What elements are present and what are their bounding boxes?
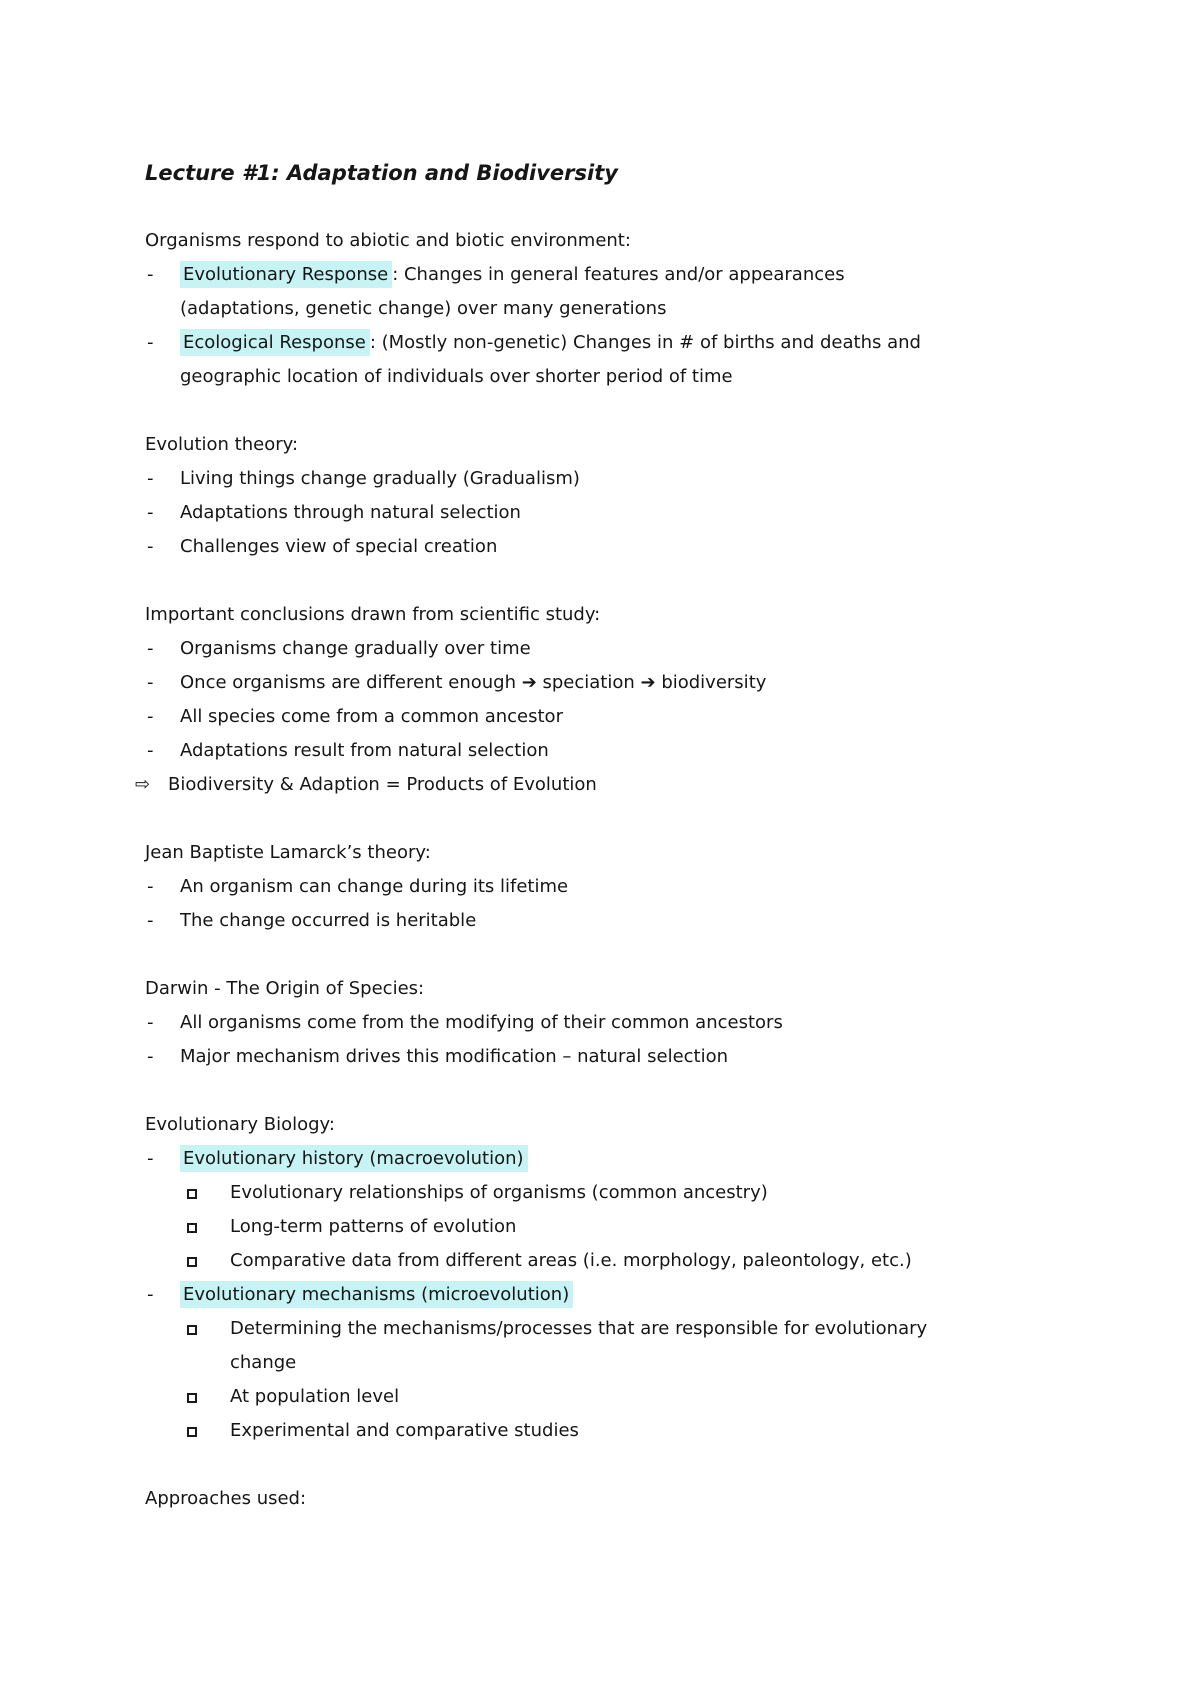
list-item-text: Adaptations result from natural selection xyxy=(180,740,549,761)
sub-list-item xyxy=(145,1176,1140,1210)
highlighted-term-evolutionary-history: Evolutionary history (macroevolution) xyxy=(180,1145,528,1172)
page-title: Lecture #1: Adaptation and Biodiversity xyxy=(145,161,618,185)
list-item-text: Once organisms are different enough ➔ speciation ➔ biodiversity xyxy=(180,672,767,693)
list-item-text: Organisms change gradually over time xyxy=(180,638,531,659)
list-item xyxy=(145,1006,1140,1040)
sub-list-item xyxy=(145,1210,1140,1244)
section-heading-approaches-used: Approaches used: xyxy=(145,1488,307,1509)
list-item-text: An organism can change during its lifetime xyxy=(180,876,569,897)
list-item-text: All organisms come from the modifying of their common ancestors xyxy=(180,1012,783,1033)
list-item xyxy=(145,462,1140,496)
list-item-text: Major mechanism drives this modification – natural selection xyxy=(180,1046,729,1067)
list-item-text-rest: : (Mostly non-genetic) Changes in # of births and deaths and geographic location of individuals over shorter period of time xyxy=(180,332,921,387)
sub-list-item xyxy=(145,1414,1140,1448)
sub-list-item-text: Determining the mechanisms/processes that are responsible for evolutionary change xyxy=(230,1318,928,1373)
dash-bullet-icon: - xyxy=(147,638,154,659)
section-heading-evolution-theory: Evolution theory: xyxy=(145,434,299,455)
list-item xyxy=(145,632,1140,666)
list-item-text xyxy=(180,326,1020,394)
list-item xyxy=(145,258,1140,326)
list-item-text: Adaptations through natural selection xyxy=(180,502,521,523)
dash-bullet-icon: - xyxy=(147,468,154,489)
section-heading-evolutionary-biology: Evolutionary Biology: xyxy=(145,1114,335,1135)
dash-bullet-icon: - xyxy=(147,1046,154,1067)
list-item-text: Living things change gradually (Gradualism) xyxy=(180,468,580,489)
dash-bullet-icon: - xyxy=(147,264,154,285)
sub-list-item xyxy=(145,1380,1140,1414)
sub-list-item-text: Comparative data from different areas (i.e. morphology, paleontology, etc.) xyxy=(230,1250,912,1271)
dash-bullet-icon: - xyxy=(147,706,154,727)
conclusion-text: Biodiversity & Adaption = Products of Evolution xyxy=(168,774,597,795)
list-item xyxy=(145,496,1140,530)
list-item xyxy=(145,870,1140,904)
list-item-text: All species come from a common ancestor xyxy=(180,706,563,727)
list-item xyxy=(145,1040,1140,1074)
list-item xyxy=(145,700,1140,734)
dash-bullet-icon: - xyxy=(147,910,154,931)
list-item-text: The change occurred is heritable xyxy=(180,910,477,931)
section-heading-organisms-respond: Organisms respond to abiotic and biotic environment: xyxy=(145,230,631,251)
dash-bullet-icon: - xyxy=(147,536,154,557)
sub-list-item-text: Experimental and comparative studies xyxy=(230,1420,579,1441)
dash-bullet-icon: - xyxy=(147,1148,154,1169)
list-item xyxy=(145,734,1140,768)
conclusion-item xyxy=(135,768,1140,802)
sub-list-item xyxy=(145,1312,1140,1380)
dash-bullet-icon: - xyxy=(147,1284,154,1305)
section-heading-lamarck-theory: Jean Baptiste Lamarck’s theory: xyxy=(145,842,431,863)
square-bullet-icon xyxy=(187,1223,197,1233)
highlighted-term-ecological-response: Ecological Response xyxy=(180,329,370,356)
square-bullet-icon xyxy=(187,1257,197,1267)
dash-bullet-icon: - xyxy=(147,876,154,897)
highlighted-term-evolutionary-response: Evolutionary Response xyxy=(180,261,392,288)
dash-bullet-icon: - xyxy=(147,672,154,693)
dash-bullet-icon: - xyxy=(147,1012,154,1033)
sub-list-item-text: Long-term patterns of evolution xyxy=(230,1216,517,1237)
section-heading-important-conclusions: Important conclusions drawn from scientific study: xyxy=(145,604,601,625)
sub-list-item-text: At population level xyxy=(230,1386,400,1407)
list-item-text xyxy=(180,1278,1140,1312)
list-item-text: Challenges view of special creation xyxy=(180,536,498,557)
list-item xyxy=(145,904,1140,938)
dash-bullet-icon: - xyxy=(147,502,154,523)
list-item xyxy=(145,326,1140,394)
list-item-text xyxy=(180,258,930,326)
section-heading-darwin-origin-of-species: Darwin - The Origin of Species: xyxy=(145,978,425,999)
highlighted-term-evolutionary-mechanisms: Evolutionary mechanisms (microevolution) xyxy=(180,1281,573,1308)
list-item xyxy=(145,1142,1140,1176)
white-arrow-bullet-icon: ⇨ xyxy=(135,774,151,795)
square-bullet-icon xyxy=(187,1427,197,1437)
dash-bullet-icon: - xyxy=(147,332,154,353)
list-item xyxy=(145,1278,1140,1312)
list-item-text xyxy=(180,1142,1140,1176)
square-bullet-icon xyxy=(187,1393,197,1403)
sub-list-item-text: Evolutionary relationships of organisms (common ancestry) xyxy=(230,1182,768,1203)
list-item xyxy=(145,530,1140,564)
square-bullet-icon xyxy=(187,1325,197,1335)
dash-bullet-icon: - xyxy=(147,740,154,761)
list-item-text-rest: : Changes in general features and/or appearances (adaptations, genetic change) over many generations xyxy=(180,264,845,319)
list-item xyxy=(145,666,1140,700)
sub-list-item xyxy=(145,1244,1140,1278)
square-bullet-icon xyxy=(187,1189,197,1199)
